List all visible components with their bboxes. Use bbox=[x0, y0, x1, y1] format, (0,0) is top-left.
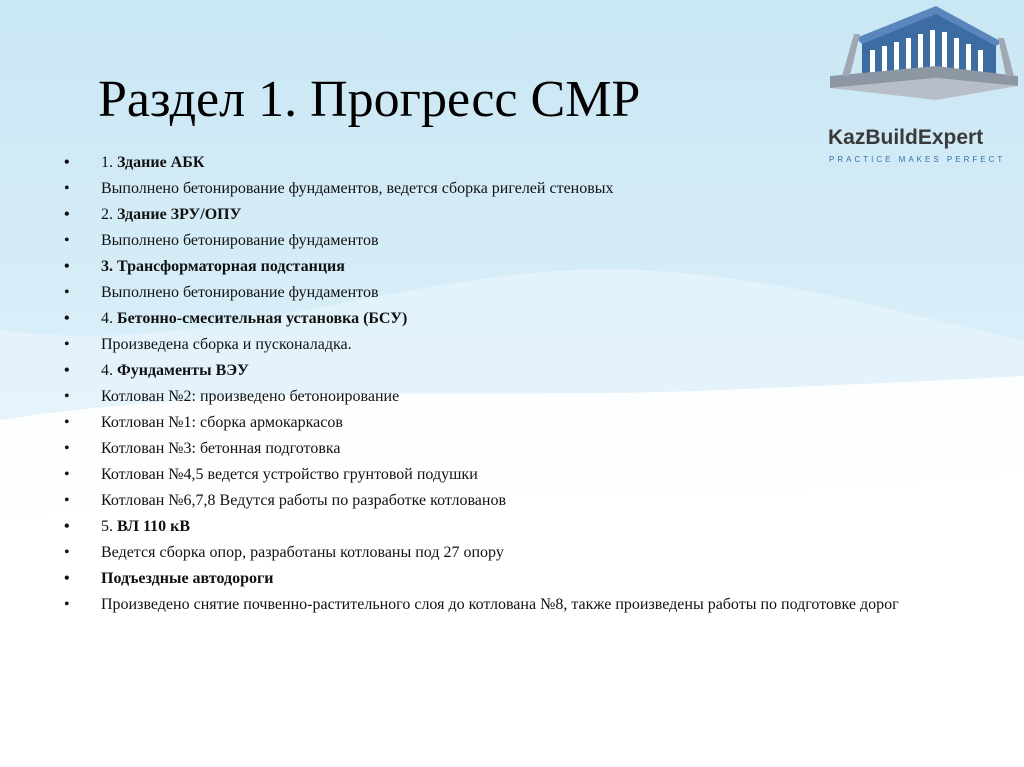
item-text: Выполнено бетонирование фундаментов, ведется сборка ригелей стеновых bbox=[101, 180, 614, 197]
bullet-icon: • bbox=[64, 544, 70, 561]
list-item bbox=[64, 179, 984, 199]
bullet-icon: • bbox=[64, 466, 70, 483]
item-number: 2. bbox=[101, 206, 117, 223]
bullet-icon: • bbox=[64, 258, 70, 275]
item-text: ВЛ 110 кВ bbox=[117, 518, 190, 535]
bullet-icon: • bbox=[64, 336, 70, 353]
list-item bbox=[64, 387, 984, 407]
bullet-icon: • bbox=[64, 284, 70, 301]
list-item bbox=[64, 465, 984, 485]
bullet-icon: • bbox=[64, 518, 70, 535]
item-text: Котлован №6,7,8 Ведутся работы по разработке котлованов bbox=[101, 492, 507, 509]
list-item bbox=[64, 491, 984, 511]
item-text: Выполнено бетонирование фундаментов bbox=[101, 284, 379, 301]
list-item bbox=[64, 335, 984, 355]
bullet-icon: • bbox=[64, 180, 70, 197]
item-text: Здание ЗРУ/ОПУ bbox=[117, 206, 242, 223]
building-logo-icon bbox=[826, 4, 1022, 124]
item-text: Ведется сборка опор, разработаны котлованы под 27 опору bbox=[101, 544, 504, 561]
list-item bbox=[64, 517, 984, 537]
bullet-icon: • bbox=[64, 310, 70, 327]
item-text: Котлован №2: произведено бетоноирование bbox=[101, 388, 400, 405]
item-text: Здание АБК bbox=[117, 154, 205, 171]
item-text: Произведена сборка и пусконаладка. bbox=[101, 336, 352, 353]
kazbuildexpert-logo bbox=[826, 4, 1022, 172]
list-item bbox=[64, 231, 984, 251]
bullet-icon: • bbox=[64, 154, 70, 171]
list-item bbox=[64, 361, 984, 381]
bullet-icon: • bbox=[64, 414, 70, 431]
item-number: 5. bbox=[101, 518, 117, 535]
bullet-icon: • bbox=[64, 596, 70, 613]
bullet-icon: • bbox=[64, 570, 70, 587]
item-text: Фундаменты ВЭУ bbox=[117, 362, 249, 379]
item-number: 1. bbox=[101, 154, 117, 171]
progress-list bbox=[64, 153, 984, 621]
slide-title: Раздел 1. Прогресс СМР bbox=[98, 71, 641, 128]
item-number: 4. bbox=[101, 310, 117, 327]
list-item bbox=[64, 205, 984, 225]
item-text: Выполнено бетонирование фундаментов bbox=[101, 232, 379, 249]
list-item bbox=[64, 153, 984, 173]
item-number: 4. bbox=[101, 362, 117, 379]
list-item bbox=[64, 543, 984, 563]
item-text: Котлован №3: бетонная подготовка bbox=[101, 440, 341, 457]
logo-tagline: PRACTICE MAKES PERFECT bbox=[829, 155, 1006, 164]
list-item bbox=[64, 569, 984, 589]
list-item bbox=[64, 257, 984, 277]
list-item bbox=[64, 283, 984, 303]
item-text: Произведено снятие почвенно-растительного слоя до котлована №8, также произведены работы по подготовке дорог bbox=[101, 596, 899, 613]
item-text: Котлован №4,5 ведется устройство грунтовой подушки bbox=[101, 466, 478, 483]
item-text: Бетонно-смесительная установка (БСУ) bbox=[117, 310, 408, 327]
item-text: Подъездные автодороги bbox=[101, 570, 274, 587]
bullet-icon: • bbox=[64, 362, 70, 379]
bullet-icon: • bbox=[64, 232, 70, 249]
list-item bbox=[64, 595, 984, 615]
item-text: Котлован №1: сборка армокаркасов bbox=[101, 414, 343, 431]
item-text: 3. Трансформаторная подстанция bbox=[101, 258, 345, 275]
bullet-icon: • bbox=[64, 206, 70, 223]
list-item bbox=[64, 413, 984, 433]
bullet-icon: • bbox=[64, 388, 70, 405]
list-item bbox=[64, 439, 984, 459]
logo-brand-name: KazBuildExpert bbox=[828, 126, 984, 149]
list-item bbox=[64, 309, 984, 329]
bullet-icon: • bbox=[64, 440, 70, 457]
bullet-icon: • bbox=[64, 492, 70, 509]
